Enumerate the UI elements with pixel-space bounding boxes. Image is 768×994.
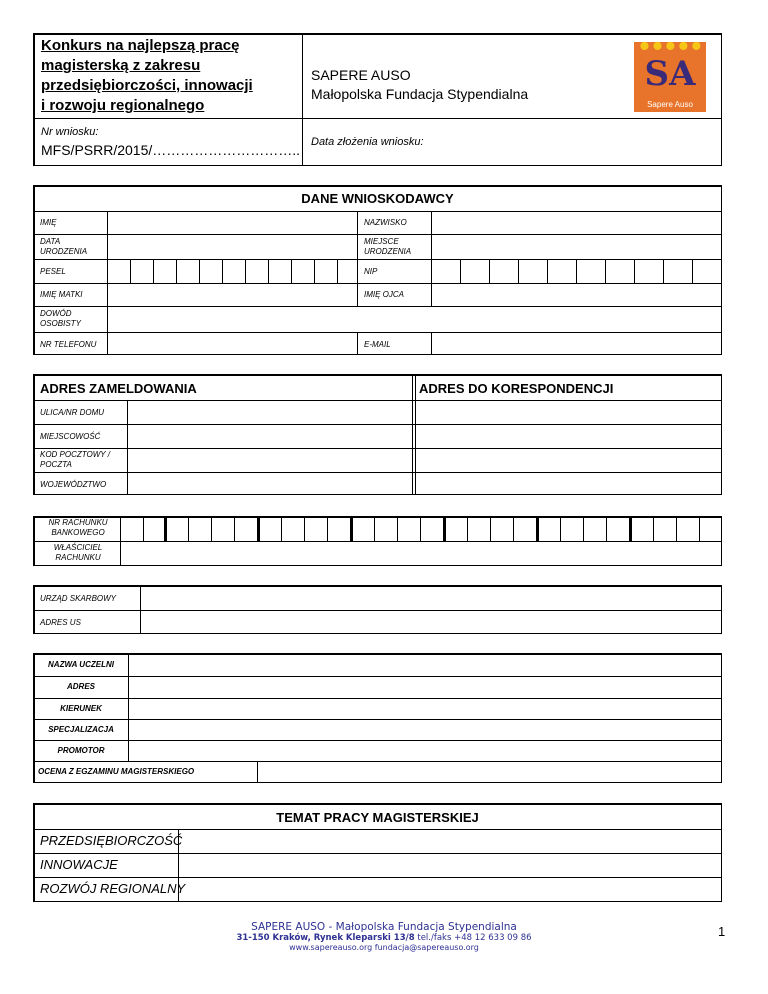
footer bbox=[150, 921, 618, 952]
label-city: MIEJSCOWOŚĆ bbox=[40, 432, 101, 441]
label-birth-place: MIEJSCE URODZENIA bbox=[364, 237, 412, 256]
bank-section bbox=[33, 516, 722, 566]
label-postal: KOD POCZTOWY / POCZTA bbox=[40, 450, 110, 469]
page-number: 1 bbox=[718, 924, 726, 939]
label-supervisor: PROMOTOR bbox=[57, 746, 105, 755]
header-box bbox=[33, 33, 722, 166]
label-topic-innovation: INNOWACJE bbox=[40, 857, 118, 872]
contest-title: Konkurs na najlepszą pracę magisterską z zakresu przedsiębiorczości, innowacji i rozwoju regionalnego bbox=[41, 37, 253, 114]
label-university-name: NAZWA UCZELNI bbox=[48, 660, 114, 669]
applicant-title: DANE WNIOSKODAWCY bbox=[301, 191, 454, 206]
label-grade: OCENA Z EGZAMINU MAGISTERSKIEGO bbox=[38, 767, 195, 776]
thesis-section bbox=[33, 803, 722, 902]
app-no-label: Nr wniosku: bbox=[41, 126, 99, 138]
label-owner: WŁAŚCICIEL RACHUNKU bbox=[53, 543, 103, 562]
applicant-section bbox=[33, 185, 722, 355]
label-topic-entrepreneurship: PRZEDSIĘBIORCZOŚĆ bbox=[40, 833, 183, 848]
label-id-card: DOWÓD OSOBISTY bbox=[40, 309, 81, 328]
footer-contact: www.sapereauso.org fundacja@sapereauso.org bbox=[289, 943, 479, 952]
submission-date-label: Data złożenia wniosku: bbox=[311, 136, 424, 148]
org-name: SAPERE AUSO bbox=[311, 67, 411, 83]
label-account: NR RACHUNKU BANKOWEGO bbox=[48, 518, 108, 537]
org-sub: Małopolska Fundacja Stypendialna bbox=[311, 86, 529, 102]
label-pesel: PESEL bbox=[40, 267, 66, 276]
label-email: E-MAIL bbox=[364, 340, 391, 349]
label-nip: NIP bbox=[364, 267, 378, 276]
label-father: IMIĘ OJCA bbox=[364, 290, 405, 299]
label-province: WOJEWÓDZTWO bbox=[40, 480, 107, 489]
label-street: ULICA/NR DOMU bbox=[40, 408, 105, 417]
label-mother: IMIĘ MATKI bbox=[40, 290, 83, 299]
label-first-name: IMIĘ bbox=[40, 218, 57, 227]
footer-address: 31-150 Kraków, Rynek Kleparski 13/8 tel./faks +48 12 633 09 86 bbox=[236, 933, 532, 943]
label-specialization: SPECJALIZACJA bbox=[48, 725, 114, 734]
foundation-logo: ⬤⬤⬤⬤⬤ SA Sapere Auso bbox=[634, 42, 706, 112]
label-topic-regional: ROZWÓJ REGIONALNY bbox=[40, 881, 186, 896]
label-field: KIERUNEK bbox=[60, 704, 102, 713]
address-section bbox=[33, 374, 722, 495]
thesis-title: TEMAT PRACY MAGISTERSKIEJ bbox=[276, 810, 479, 825]
label-birth-date: DATA URODZENIA bbox=[40, 237, 88, 256]
label-university-address: ADRES bbox=[66, 682, 95, 691]
footer-org: SAPERE AUSO - Małopolska Fundacja Stypendialna bbox=[251, 921, 517, 933]
registered-address-title: ADRES ZAMELDOWANIA bbox=[40, 381, 197, 396]
label-last-name: NAZWISKO bbox=[364, 218, 407, 227]
tax-office-section bbox=[33, 585, 722, 634]
app-no-value[interactable]: MFS/PSRR/2015/………………………….. bbox=[41, 142, 301, 158]
label-tax-office-address: ADRES US bbox=[40, 618, 81, 627]
correspondence-address-title: ADRES DO KORESPONDENCJI bbox=[419, 381, 614, 396]
label-tax-office: URZĄD SKARBOWY bbox=[40, 594, 117, 603]
university-section bbox=[33, 653, 722, 783]
label-phone: NR TELEFONU bbox=[40, 340, 97, 349]
